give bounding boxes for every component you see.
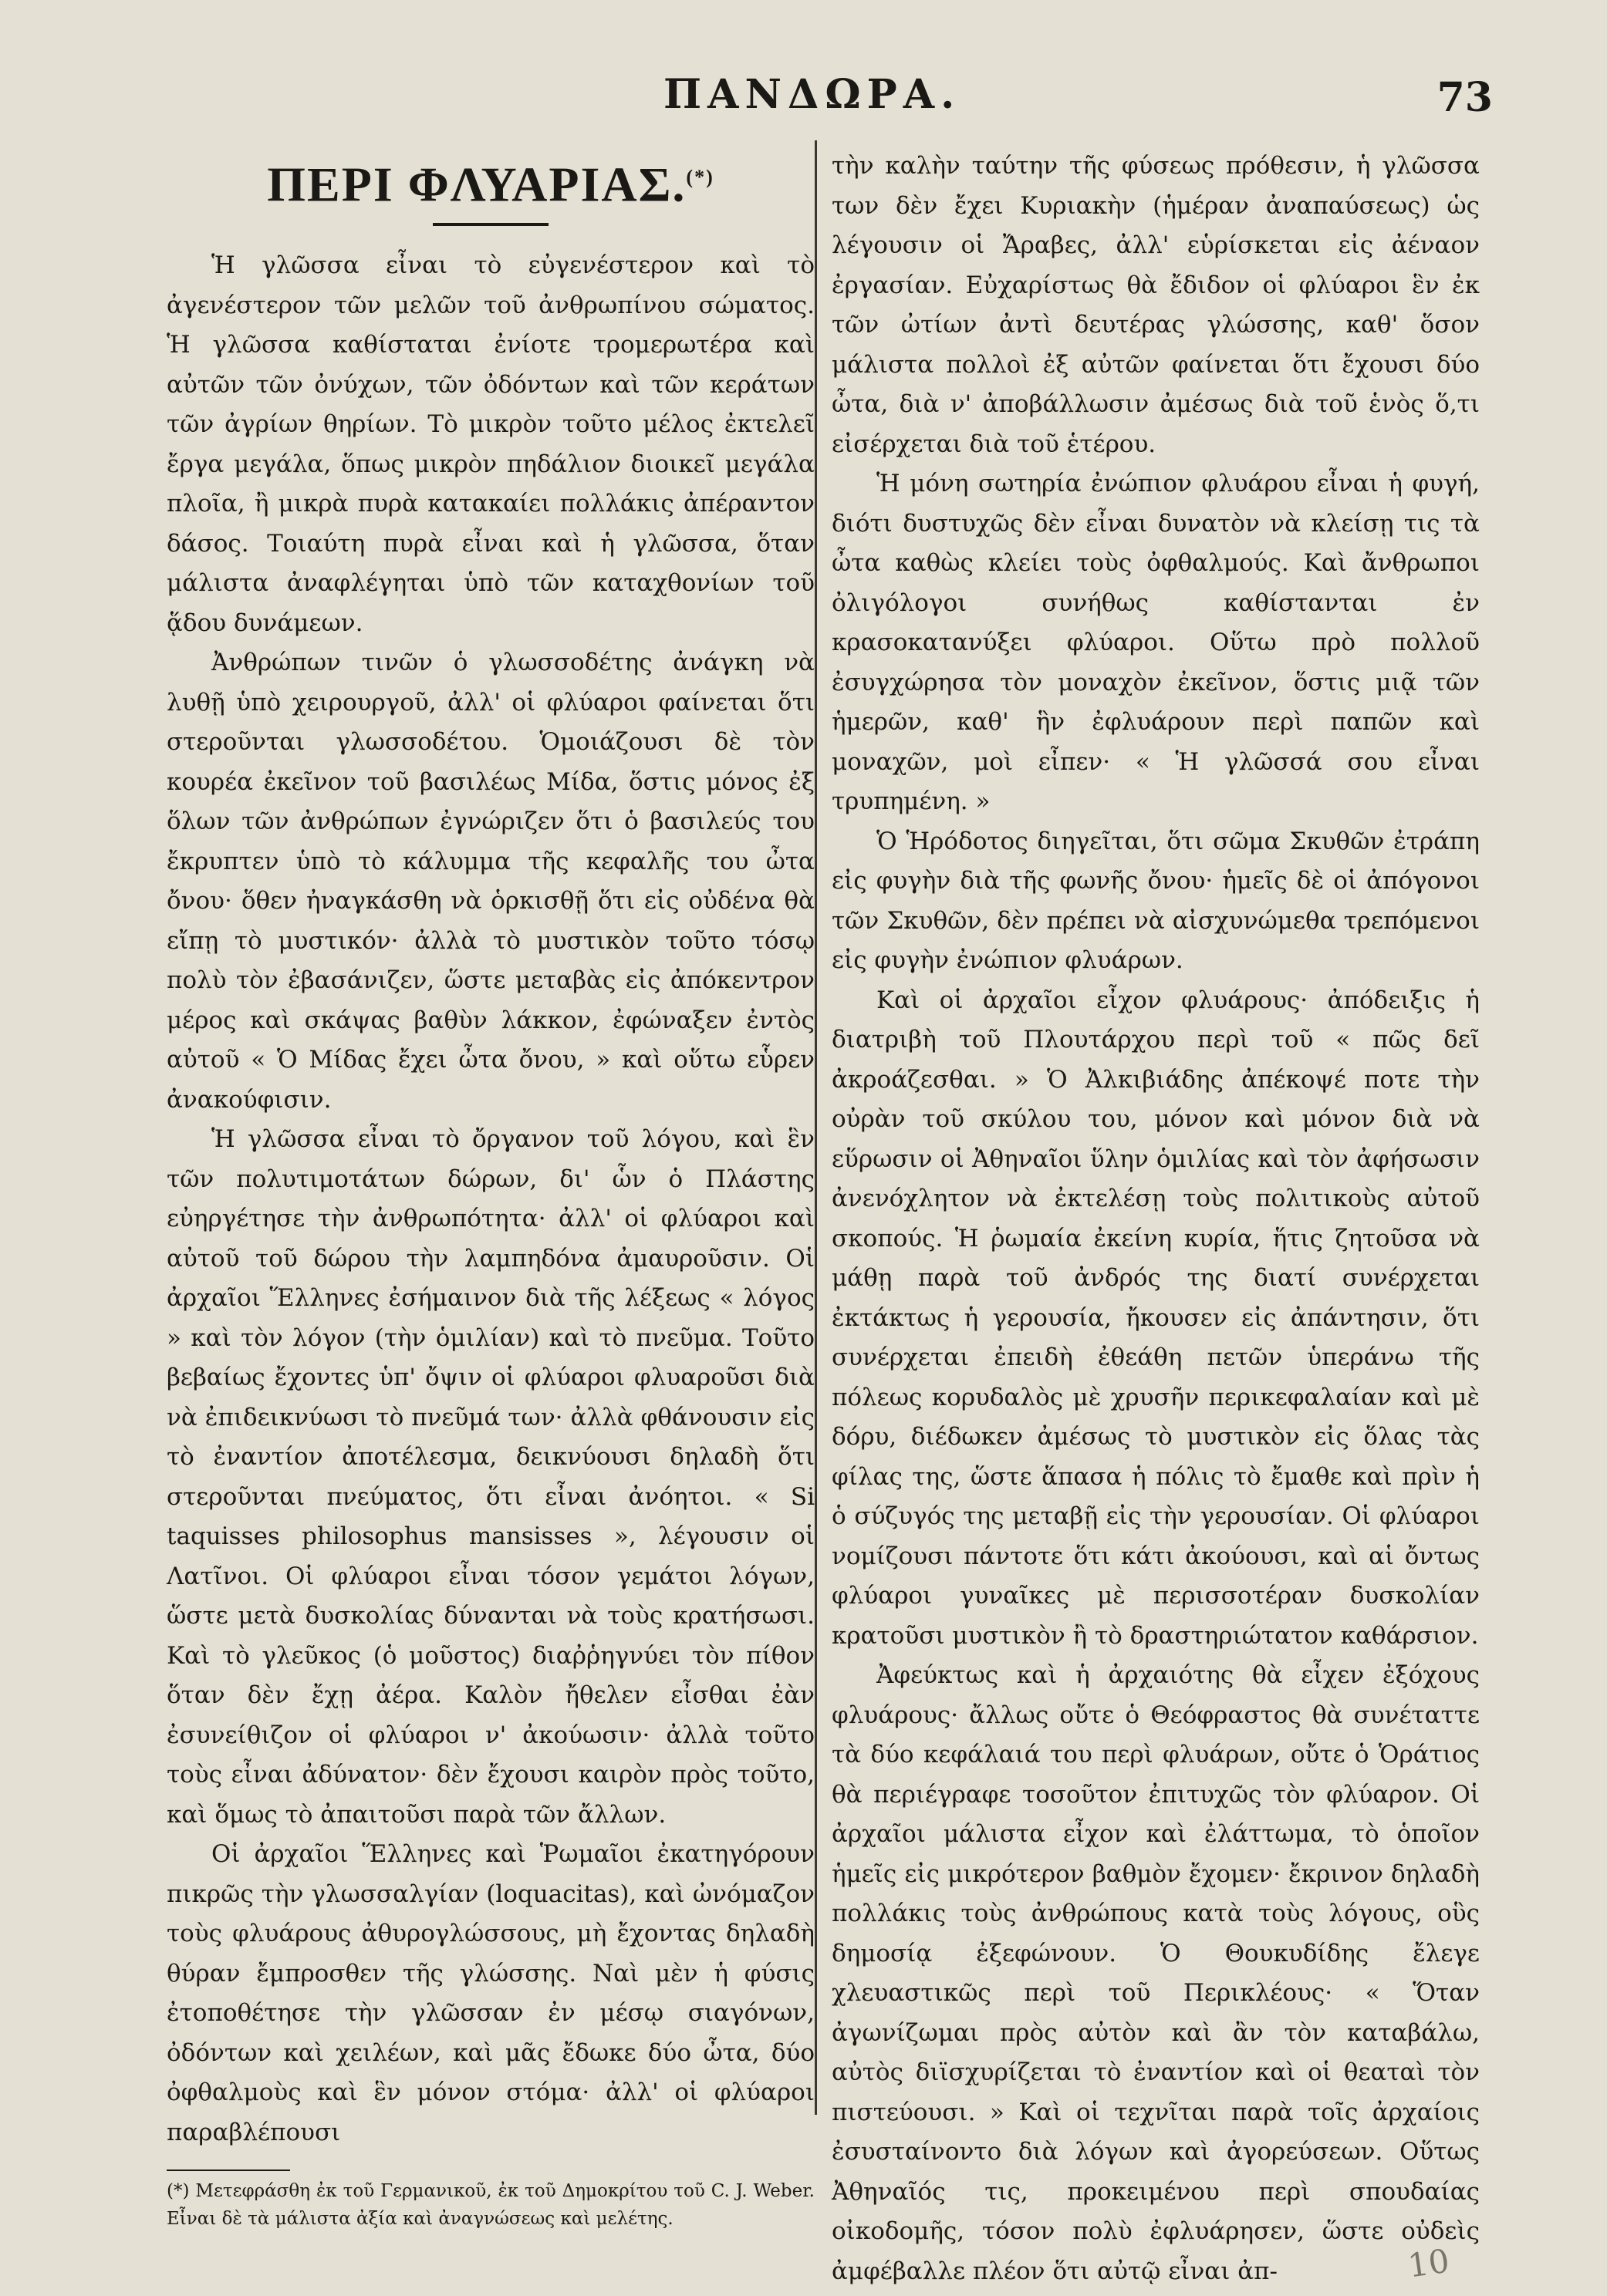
article-title-text: ΠΕΡΙ ΦΛΥΑΡΙΑΣ.	[267, 157, 687, 212]
article-title	[167, 147, 815, 215]
running-head: ΠΑΝΔΩΡΑ.	[663, 71, 961, 118]
left-column	[167, 147, 815, 2233]
paragraph: Ἡ γλῶσσα εἶναι τὸ ὄργανον τοῦ λόγου, καὶ ἓν τῶν πολυτιμοτάτων δώρων, δι' ὧν ὁ Πλάστης εὐηργέτησε τὴν ἀνθρωπότητα· ἀλλ' οἱ φλύαροι καὶ αὐτοῦ τοῦ δώρου τὴν λαμπηδόνα ἀμαυροῦσιν. Οἱ ἀρχαῖοι Ἕλληνες ἐσήμαινον διὰ τῆς λέξεως « λόγος » καὶ τὸν λόγον (τὴν ὁμιλίαν) καὶ τὸ πνεῦμα. Τοῦτο βεβαίως ἔχοντες ὑπ' ὄψιν οἱ φλύαροι φλυαροῦσι διὰ νὰ ἐπιδεικνύωσι τὸ πνεῦμά των· ἀλλὰ φθάνουσιν εἰς τὸ ἐναντίον ἀποτέλεσμα, δεικνύουσι δηλαδὴ ὅτι στεροῦνται πνεύματος, ὅτι εἶναι ἀνόητοι. « Si taquisses philosophus mansisses », λέγουσιν οἱ Λατῖνοι. Οἱ φλύαροι εἶναι τόσον γεμάτοι λόγων, ὥστε μετὰ δυσκολίας δύνανται νὰ τοὺς κρατήσωσι. Καὶ τὸ γλεῦκος (ὁ μοῦστος) διαῤῥηγνύει τὸν πίθον ὅταν δὲν ἔχῃ ἀέρα. Καλὸν ἤθελεν εἶσθαι ἐὰν ἐσυνείθιζον οἱ φλύαροι ν' ἀκούωσιν· ἀλλὰ τοῦτο τοὺς εἶναι ἀδύνατον· δὲν ἔχουσι καιρὸν πρὸς τοῦτο, καὶ ὅμως τὸ ἀπαιτοῦσι παρὰ τῶν ἄλλων.	[167, 1125, 815, 1829]
footnote-rule	[167, 2170, 290, 2171]
paragraph: Ὁ Ἡρόδοτος διηγεῖται, ὅτι σῶμα Σκυθῶν ἐτράπη εἰς φυγὴν διὰ τῆς φωνῆς ὄνου· ἡμεῖς δὲ οἱ ἀπόγονοι τῶν Σκυθῶν, δὲν πρέπει νὰ αἰσχυνώμεθα τρεπόμενοι εἰς φυγὴν ἐνώπιον φλυάρων.	[832, 827, 1480, 974]
right-column	[832, 147, 1480, 2291]
paragraph: Καὶ οἱ ἀρχαῖοι εἶχον φλυάρους· ἀπόδειξις ἡ διατριβὴ τοῦ Πλουτάρχου περὶ τοῦ « πῶς δεῖ ἀκροάζεσθαι. » Ὁ Ἀλκιβιάδης ἀπέκοψέ ποτε τὴν οὐρὰν τοῦ σκύλου του, μόνον καὶ μόνον διὰ νὰ εὕρωσιν οἱ Ἀθηναῖοι ὕλην ὁμιλίας καὶ τὸν ἀφήσωσιν ἀνενόχλητον νὰ ἐκτελέσῃ τοὺς πολιτικοὺς αὐτοῦ σκοπούς. Ἡ ῥωμαία ἐκείνη κυρία, ἥτις ζητοῦσα νὰ μάθῃ παρὰ τοῦ ἀνδρός της διατί συνέρχεται ἐκτάκτως ἡ γερουσία, ἤκουσεν εἰς ἀπάντησιν, ὅτι συνέρχεται ἐπειδὴ ἐθεάθη πετῶν ὑπεράνω τῆς πόλεως κορυδαλὸς μὲ χρυσῆν περικεφαλαίαν καὶ μὲ δόρυ, διέδωκεν ἀμέσως τὸ μυστικὸν εἰς ὅλας τὰς φίλας της, ὥστε ἅπασα ἡ πόλις τὸ ἔμαθε καὶ πρὶν ἡ ὁ σύζυγός της μεταβῇ εἰς τὴν γερουσίαν. Οἱ φλύαροι νομίζουσι πάντοτε ὅτι κάτι ἀκούουσι, καὶ αἱ ὄντως φλύαροι γυναῖκες μὲ περισσοτέραν δυσκολίαν κρατοῦσι μυστικὸν ἢ τὸ δραστηριώτατον καθάρσιον.	[832, 986, 1480, 1650]
footnote: (*) Μετεφράσθη ἐκ τοῦ Γερμανικοῦ, ἐκ τοῦ Δημοκρίτου τοῦ C. J. Weber. Εἶναι δὲ τὰ μάλιστα ἀξία καὶ ἀναγνώσεως καὶ μελέτης.	[167, 2181, 815, 2230]
paragraph: Ἀνθρώπων τινῶν ὁ γλωσσοδέτης ἀνάγκη νὰ λυθῇ ὑπὸ χειρουργοῦ, ἀλλ' οἱ φλύαροι φαίνεται ὅτι στεροῦνται γλωσσοδέτου. Ὁμοιάζουσι δὲ τὸν κουρέα ἐκεῖνον τοῦ βασιλέως Μίδα, ὅστις μόνος ἐξ ὅλων τῶν ἀνθρώπων ἐγνώριζεν ὅτι ὁ βασιλεύς του ἔκρυπτεν ὑπὸ τὸ κάλυμμα τῆς κεφαλῆς του ὦτα ὄνου· ὅθεν ἠναγκάσθη νὰ ὁρκισθῇ ὅτι εἰς οὐδένα θὰ εἴπῃ τὸ μυστικόν· ἀλλὰ τὸ μυστικὸν τοῦτο τόσῳ πολὺ τὸν ἐβασάνιζεν, ὥστε μεταβὰς εἰς ἀπόκεντρον μέρος καὶ σκάψας βαθὺν λάκκον, ἐφώναξεν ἐντὸς αὐτοῦ « Ὁ Μίδας ἔχει ὦτα ὄνου, » καὶ οὕτω εὗρεν ἀνακούφισιν.	[167, 649, 815, 1114]
title-footnote-mark: (*)	[686, 166, 714, 188]
page-number: 73	[1437, 74, 1493, 121]
paragraph: Οἱ ἀρχαῖοι Ἕλληνες καὶ Ῥωμαῖοι ἐκατηγόρουν πικρῶς τὴν γλωσσαλγίαν (loquacitas), καὶ ὠνόμαζον τοὺς φλυάρους ἀθυρογλώσσους, μὴ ἔχοντας δηλαδὴ θύραν ἔμπροσθεν τῆς γλώσσης. Ναὶ μὲν ἡ φύσις ἐτοποθέτησε τὴν γλῶσσαν ἐν μέσῳ σιαγόνων, ὀδόντων καὶ χειλέων, καὶ μᾶς ἔδωκε δύο ὦτα, δύο ὀφθαλμοὺς καὶ ἓν μόνον στόμα· ἀλλ' οἱ φλύαροι παραβλέπουσι	[167, 1840, 815, 2146]
corner-mark: 10	[1405, 2241, 1452, 2285]
column-divider	[815, 140, 817, 2115]
paragraph: Ἡ μόνη σωτηρία ἐνώπιον φλυάρου εἶναι ἡ φυγή, διότι δυστυχῶς δὲν εἶναι δυνατὸν νὰ κλείσῃ τις τὰ ὦτα καθὼς κλείει τοὺς ὀφθαλμούς. Καὶ ἄνθρωποι ὀλιγόλογοι συνήθως καθίστανται ἐν κρασοκατανύξει φλύαροι. Οὕτω πρὸ πολλοῦ ἐσυγχώρησα τὸν μοναχὸν ἐκεῖνον, ὅστις μιᾷ τῶν ἡμερῶν, καθ' ἣν ἐφλυάρουν περὶ παπῶν καὶ μοναχῶν, μοὶ εἶπεν· « Ἡ γλῶσσά σου εἶναι τρυπημένη. »	[832, 470, 1480, 815]
paragraph: Ἡ γλῶσσα εἶναι τὸ εὐγενέστερον καὶ τὸ ἀγενέστερον τῶν μελῶν τοῦ ἀνθρωπίνου σώματος. Ἡ γλῶσσα καθίσταται ἐνίοτε τρομερωτέρα καὶ αὐτῶν τῶν ὀνύχων, τῶν ὀδόντων καὶ τῶν κεράτων τῶν ἀγρίων θηρίων. Τὸ μικρὸν τοῦτο μέλος ἐκτελεῖ ἔργα μεγάλα, ὅπως μικρὸν πηδάλιον διοικεῖ μεγάλα πλοῖα, ἢ μικρὰ πυρὰ κατακαίει πολλάκις ἀπέραντον δάσος. Τοιαύτη πυρὰ εἶναι καὶ ἡ γλῶσσα, ὅταν μάλιστα ἀναφλέγηται ὑπὸ τῶν καταχθονίων τοῦ ᾅδου δυνάμεων.	[167, 251, 815, 637]
title-rule	[433, 223, 549, 226]
paragraph: τὴν καλὴν ταύτην τῆς φύσεως πρόθεσιν, ἡ γλῶσσα των δὲν ἔχει Κυριακὴν (ἡμέραν ἀναπαύσεως) ὡς λέγουσιν οἱ Ἄραβες, ἀλλ' εὑρίσκεται εἰς ἀέναον ἐργασίαν. Εὐχαρίστως θὰ ἔδιδον οἱ φλύαροι ἓν ἐκ τῶν ὠτίων ἀντὶ δευτέρας γλώσσης, καθ' ὅσον μάλιστα πολλοὶ ἐξ αὐτῶν φαίνεται ὅτι ἔχουσι δύο ὦτα, διὰ ν' ἀποβάλλωσιν ἀμέσως διὰ τοῦ ἑνὸς ὅ,τι εἰσέρχεται διὰ τοῦ ἑτέρου.	[832, 152, 1480, 458]
paragraph: Ἀφεύκτως καὶ ἡ ἀρχαιότης θὰ εἶχεν ἐξόχους φλυάρους· ἄλλως οὔτε ὁ Θεόφραστος θὰ συνέταττε τὰ δύο κεφάλαιά του περὶ φλυάρων, οὔτε ὁ Ὁράτιος θὰ περιέγραφε τοσοῦτον ἐπιτυχῶς τὸν φλύαρον. Οἱ ἀρχαῖοι μάλιστα εἶχον καὶ ἐλάττωμα, τὸ ὁποῖον ἡμεῖς εἰς μικρότερον βαθμὸν ἔχομεν· ἔκρινον δηλαδὴ πολλάκις τοὺς ἀνθρώπους κατὰ τοὺς λόγους, οὓς δημοσίᾳ ἐξεφώνουν. Ὁ Θουκυδίδης ἔλεγε χλευαστικῶς περὶ τοῦ Περικλέους· « Ὅταν ἀγωνίζωμαι πρὸς αὐτὸν καὶ ἂν τὸν καταβάλω, αὐτὸς διϊσχυρίζεται τὸ ἐναντίον καὶ οἱ θεαταὶ τὸν πιστεύουσι. » Καὶ οἱ τεχνῖται παρὰ τοῖς ἀρχαίοις ἐσυσταίνοντο διὰ λόγων καὶ ἀγορεύσεων. Οὕτως Ἀθηναῖός τις, προκειμένου περὶ σπουδαίας οἰκοδομῆς, τόσον πολὺ ἐφλυάρησεν, ὥστε οὐδεὶς ἀμφέβαλλε πλέον ὅτι αὐτῷ εἶναι ἀπ-	[832, 1661, 1480, 2285]
